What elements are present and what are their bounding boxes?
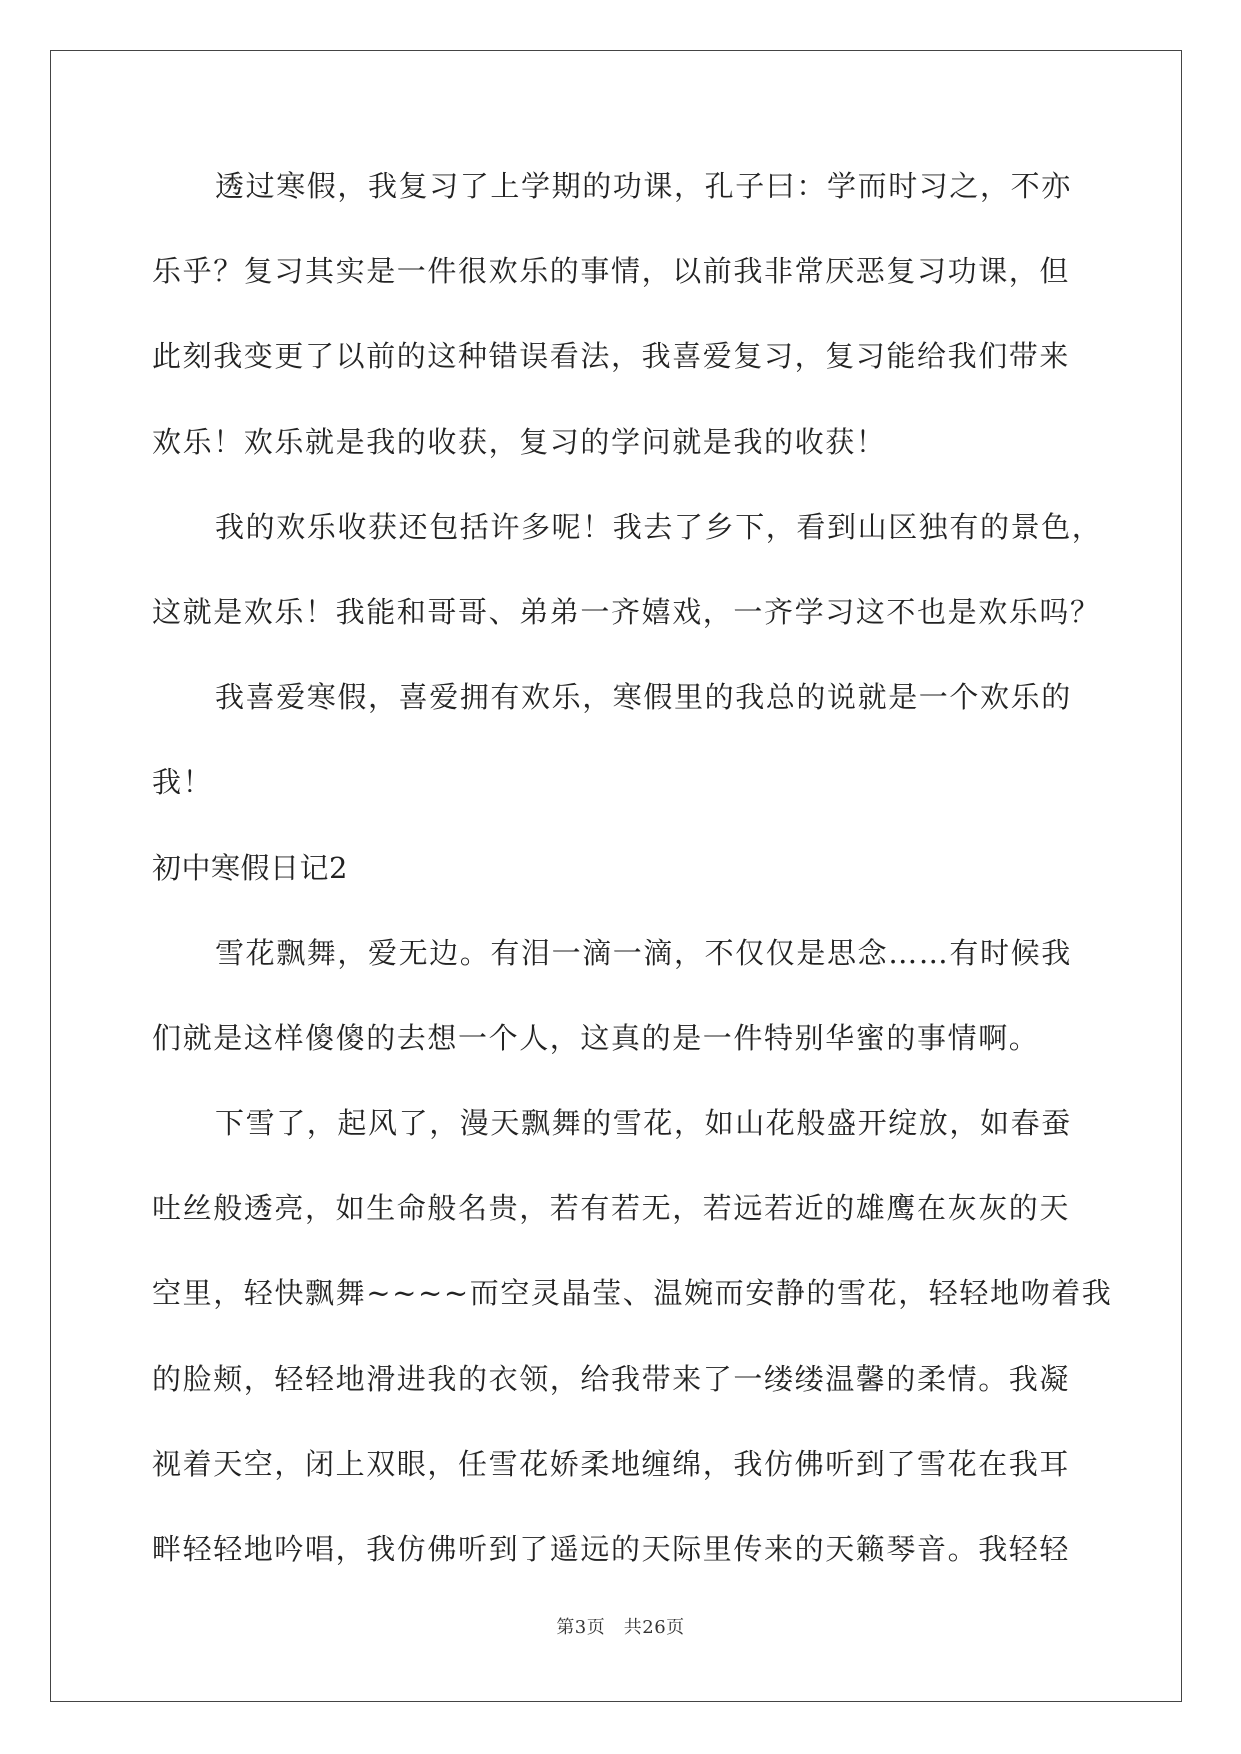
text-line: 我喜爱寒假，喜爱拥有欢乐，寒假里的我总的说就是一个欢乐的 [215,680,1072,715]
text-line: 这就是欢乐！我能和哥哥、弟弟一齐嬉戏，一齐学习这不也是欢乐吗？ [152,594,1101,629]
text-line: 雪花飘舞，爱无边。有泪一滴一滴，不仅仅是思念……有时候我 [215,935,1072,970]
section-heading: 初中寒假日记2 [152,850,348,885]
text-line: 空里，轻快飘舞~~~~而空灵晶莹、温婉而安静的雪花，轻轻地吻着我 [152,1276,1113,1311]
text-line: 我的欢乐收获还包括许多呢！我去了乡下，看到山区独有的景色， [215,509,1103,544]
text-line: 欢乐！欢乐就是我的收获，复习的学问就是我的收获！ [152,424,887,459]
page-number-footer: 第3页 共26页 [556,1617,685,1638]
text-line: 的脸颊，轻轻地滑进我的衣领，给我带来了一缕缕温馨的柔情。我凝 [152,1361,1071,1396]
text-line: 乐乎？复习其实是一件很欢乐的事情，以前我非常厌恶复习功课，但 [152,254,1071,289]
document-body [152,144,1113,1592]
text-line: 我！ [152,765,214,800]
text-line: 吐丝般透亮，如生命般名贵，若有若无，若远若近的雄鹰在灰灰的天 [152,1191,1071,1226]
text-line: 此刻我变更了以前的这种错误看法，我喜爱复习，复习能给我们带来 [152,339,1071,374]
text-line: 下雪了，起风了，漫天飘舞的雪花，如山花般盛开绽放，如春蚕 [215,1106,1072,1141]
text-line: 视着天空，闭上双眼，任雪花娇柔地缠绵，我仿佛听到了雪花在我耳 [152,1446,1071,1481]
text-line: 们就是这样傻傻的去想一个人，这真的是一件特别华蜜的事情啊。 [152,1020,1040,1055]
text-line: 畔轻轻地吟唱，我仿佛听到了遥远的天际里传来的天籁琴音。我轻轻 [152,1532,1071,1566]
text-line: 透过寒假，我复习了上学期的功课，孔子曰：学而时习之，不亦 [215,169,1072,203]
